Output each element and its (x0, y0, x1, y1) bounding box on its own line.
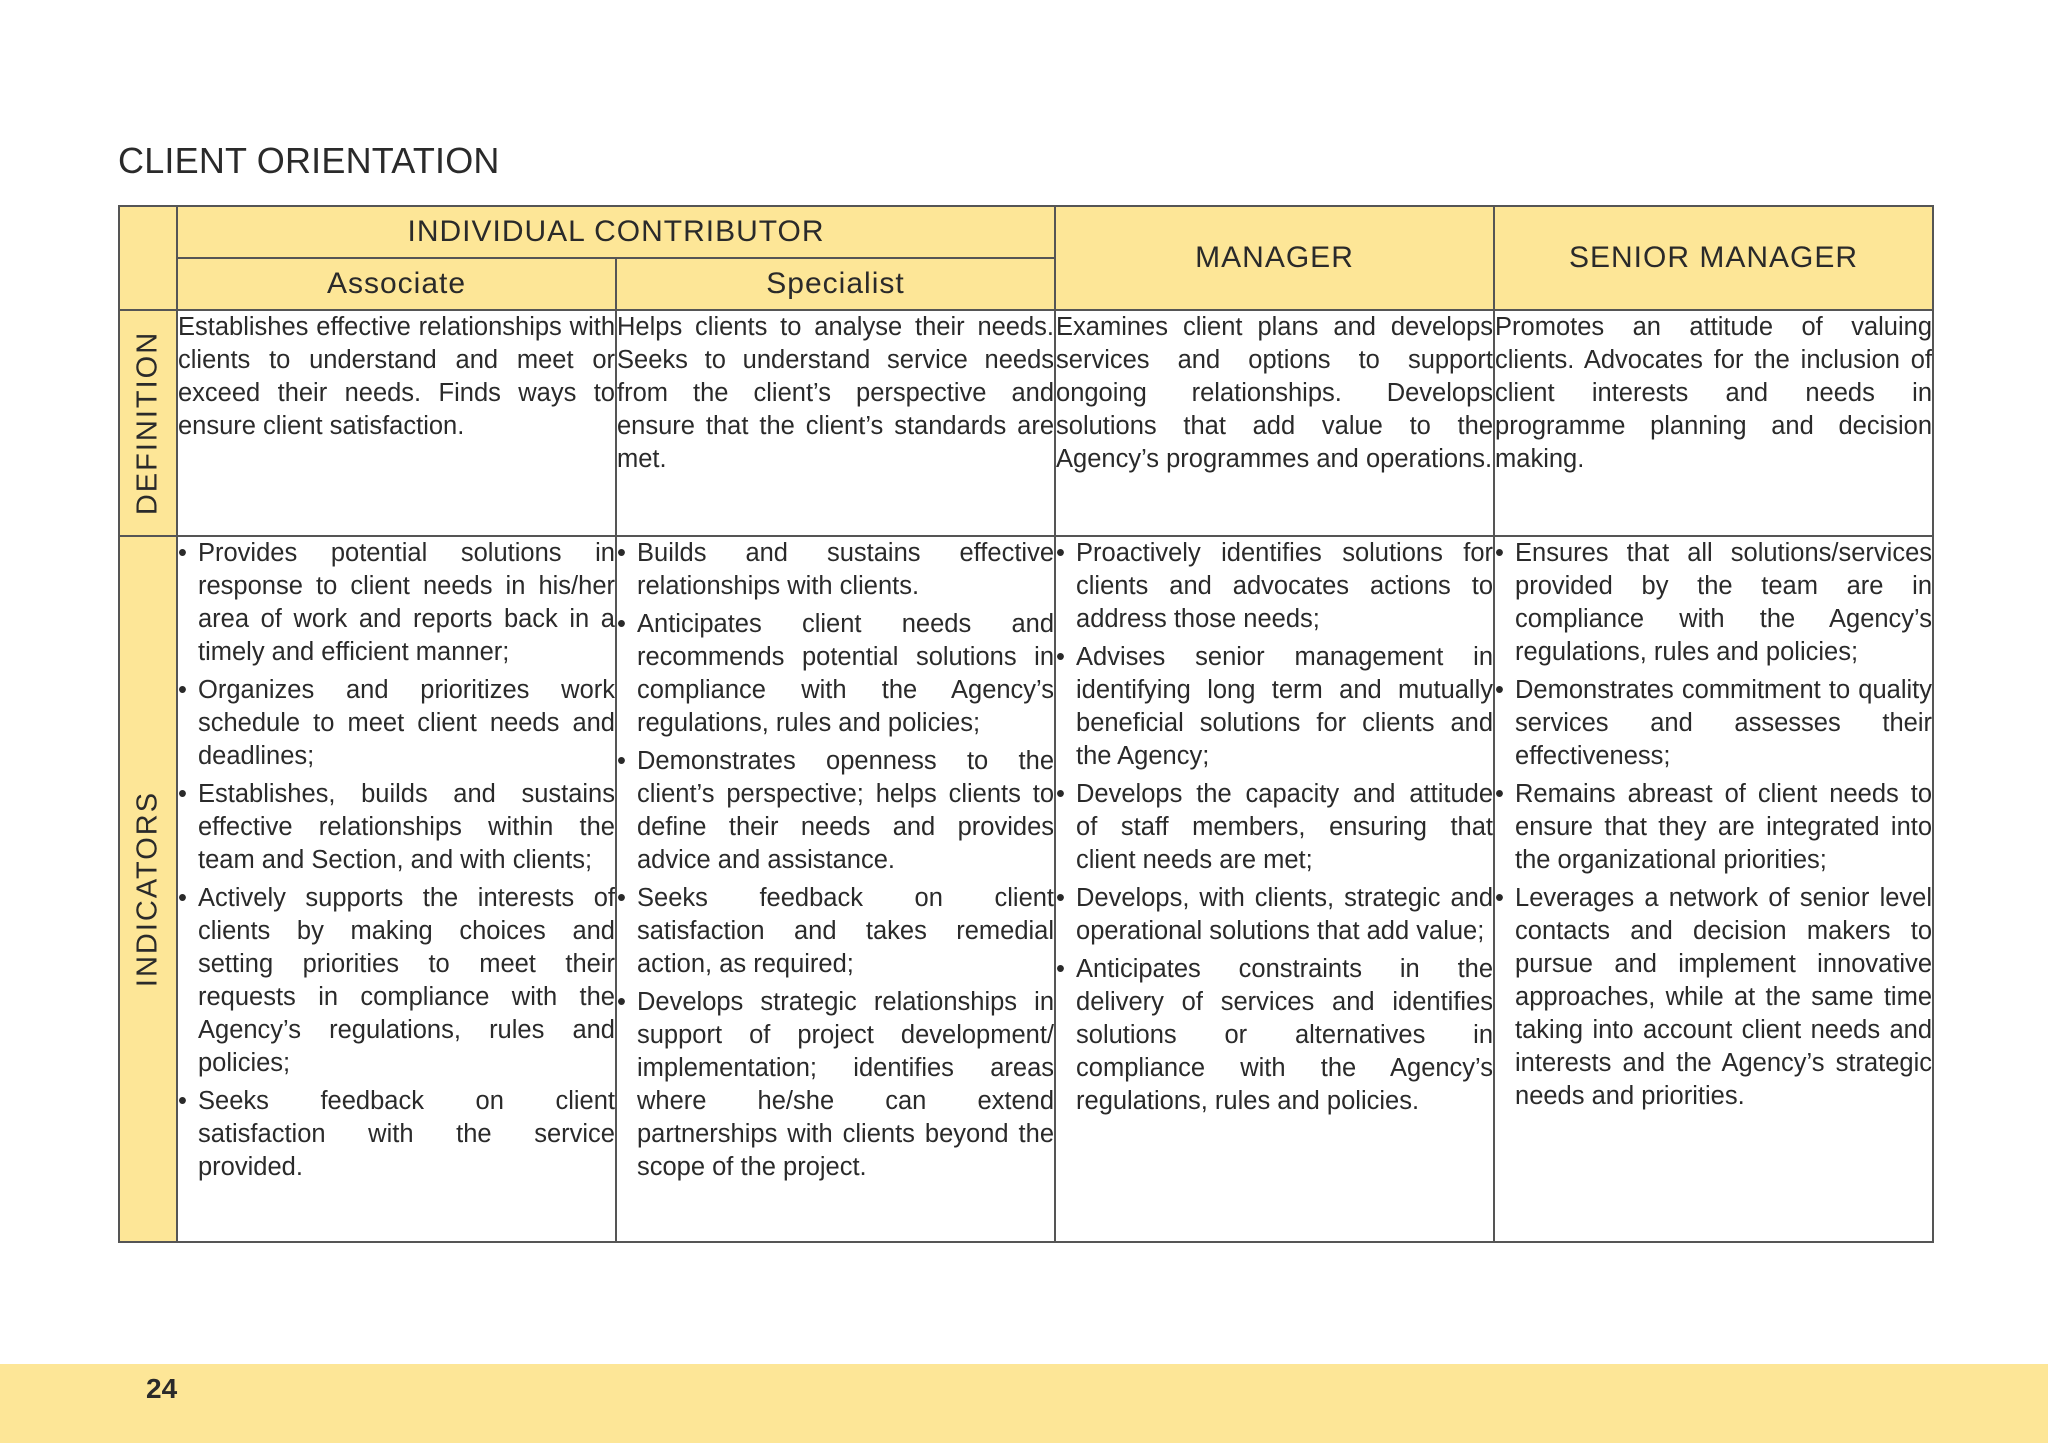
specialist-header: Specialist (616, 258, 1055, 310)
indicator-item: • Develops strategic relationships in support of project development/ implementation; identifies areas where he/she can extend partnerships with clients beyond the scope of the project. (617, 986, 1054, 1184)
indicator-item: • Demonstrates commitment to quality services and assesses their effectiveness; (1495, 674, 1932, 773)
manager-header: MANAGER (1055, 206, 1494, 310)
corner-cell (119, 206, 177, 310)
indicators-label: INDICATORS (131, 790, 164, 988)
indicator-item: • Actively supports the interests of clients by making choices and setting priorities to meet their requests in compliance with the Agency’s regulations, rules and policies; (178, 882, 615, 1080)
indicator-item: • Seeks feedback on client satisfaction with the service provided. (178, 1085, 615, 1184)
indicator-item: • Develops, with clients, strategic and operational solutions that add value; (1056, 882, 1493, 948)
indicator-item: • Ensures that all solutions/services provided by the team are in compliance with the Agency’s regulations, rules and policies; (1495, 537, 1932, 669)
indicator-item: • Provides potential solutions in response to client needs in his/her area of work and reports back in a timely and efficient manner; (178, 537, 615, 669)
indicator-item: • Demonstrates openness to the client’s perspective; helps clients to define their needs and provides advice and assistance. (617, 745, 1054, 877)
definition-senior-manager: Promotes an attitude of valuing clients. Advocates for the inclusion of client interests and needs in programme planning and decision making. (1494, 310, 1933, 536)
indicator-item: • Remains abreast of client needs to ensure that they are integrated into the organizational priorities; (1495, 778, 1932, 877)
page-title: CLIENT ORIENTATION (118, 140, 500, 181)
indicator-item: • Organizes and prioritizes work schedule to meet client needs and deadlines; (178, 674, 615, 773)
definition-specialist: Helps clients to analyse their needs. Seeks to understand service needs from the client’s perspective and ensure that the client’s standards are met. (616, 310, 1055, 536)
senior-manager-header: SENIOR MANAGER (1494, 206, 1933, 310)
indicator-item: • Develops the capacity and attitude of staff members, ensuring that client needs are met; (1056, 778, 1493, 877)
definition-row-label (119, 310, 177, 536)
indicator-item: • Advises senior management in identifying long term and mutually beneficial solutions for clients and the Agency; (1056, 641, 1493, 773)
footer-band (0, 1364, 2048, 1443)
associate-header: Associate (177, 258, 616, 310)
indicators-associate (177, 536, 616, 1242)
indicators-manager (1055, 536, 1494, 1242)
indicator-item: • Proactively identifies solutions for clients and advocates actions to address those needs; (1056, 537, 1493, 636)
individual-contributor-header: INDIVIDUAL CONTRIBUTOR (177, 206, 1055, 258)
competency-table (118, 205, 1934, 1243)
indicators-row-label (119, 536, 177, 1242)
indicator-item: • Anticipates client needs and recommends potential solutions in compliance with the Agency’s regulations, rules and policies; (617, 608, 1054, 740)
indicator-item: • Establishes, builds and sustains effective relationships within the team and Section, and with clients; (178, 778, 615, 877)
page-number: 24 (146, 1373, 178, 1404)
indicator-item: • Leverages a network of senior level contacts and decision makers to pursue and implement innovative approaches, while at the same time taking into account client needs and interests and the Agency’s strategic needs and priorities. (1495, 882, 1932, 1113)
indicator-item: • Seeks feedback on client satisfaction and takes remedial action, as required; (617, 882, 1054, 981)
indicators-senior-manager (1494, 536, 1933, 1242)
definition-associate: Establishes effective relationships with clients to understand and meet or exceed their needs. Finds ways to ensure client satisfaction. (177, 310, 616, 536)
indicator-item: • Builds and sustains effective relationships with clients. (617, 537, 1054, 603)
indicator-item: • Anticipates constraints in the delivery of services and identifies solutions or alternatives in compliance with the Agency’s regulations, rules and policies. (1056, 953, 1493, 1118)
definition-manager: Examines client plans and develops services and options to support ongoing relationships. Develops solutions that add value to the Agency’s programmes and operations. (1055, 310, 1494, 536)
definition-label: DEFINITION (131, 330, 164, 516)
indicators-specialist (616, 536, 1055, 1242)
